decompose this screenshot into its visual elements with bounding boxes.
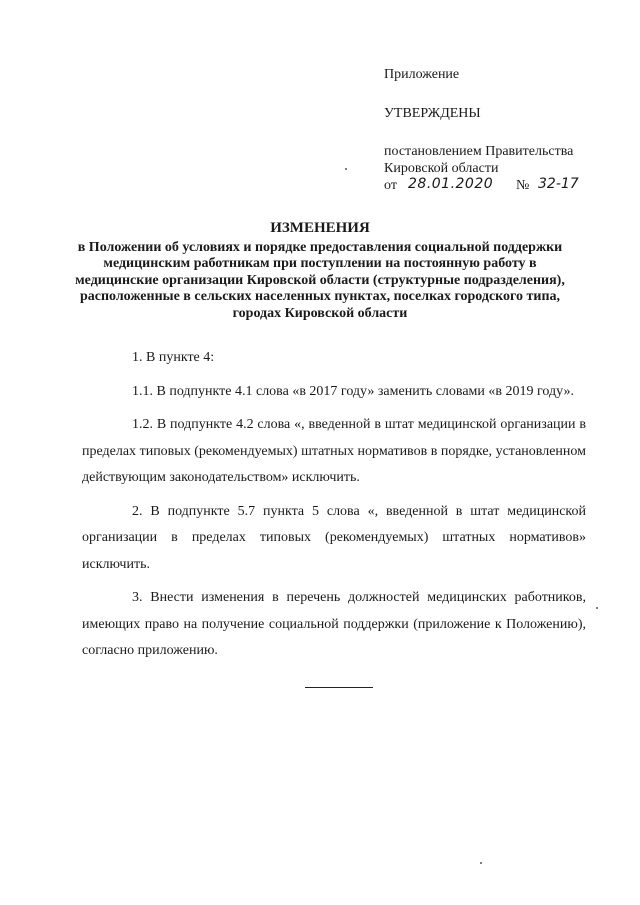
document-body	[82, 345, 586, 672]
paragraph-1: 1. В пункте 4:	[132, 350, 215, 365]
approved-by-text: постановлением Правительства	[384, 144, 574, 159]
handwritten-number: 32-17	[538, 176, 579, 192]
region-text: Кировской области	[384, 161, 499, 176]
paragraph-2: 2. В подпункте 5.7 пункта 5 слова «, введенной в штат медицинской организации в пределах типовых (рекомендуемых) штатных нормативов» исключить.	[82, 503, 586, 572]
scan-speck	[596, 607, 598, 609]
scan-speck	[480, 862, 482, 864]
from-label: от	[384, 178, 397, 193]
paragraph-1-2: 1.2. В подпункте 4.2 слова «, введенной в штат медицинской организации в пределах типовых (рекомендуемых) штатных нормативов в порядке, установленном действующим законодательством» исключить.	[82, 417, 586, 485]
end-divider-line	[305, 687, 373, 688]
heading-subtitle: в Положении об условиях и порядке предоставления социальной поддержки медицинским работникам при поступлении на постоянную работу в медицинские организации Кировской области (структурные подразделения), расположенные в сельских населенных пунктах, поселках городского типа, городах Кировской области	[75, 239, 565, 321]
paragraph-1-1: 1.1. В подпункте 4.1 слова «в 2017 году» заменить словами «в 2019 году».	[132, 383, 574, 399]
paragraph-3: 3. Внести изменения в перечень должностей медицинских работников, имеющих право на получение социальной поддержки (приложение к Положению), согласно приложению.	[82, 590, 586, 658]
document-heading	[60, 220, 580, 322]
heading-title: ИЗМЕНЕНИЯ	[270, 220, 370, 236]
date-number-line	[384, 177, 624, 197]
approval-stamp-block	[384, 66, 624, 197]
scan-speck	[345, 168, 347, 170]
handwritten-date: 28.01.2020	[408, 176, 494, 192]
approved-label: УТВЕРЖДЕНЫ	[384, 106, 481, 121]
number-label: №	[516, 178, 530, 193]
appendix-label: Приложение	[384, 67, 460, 82]
